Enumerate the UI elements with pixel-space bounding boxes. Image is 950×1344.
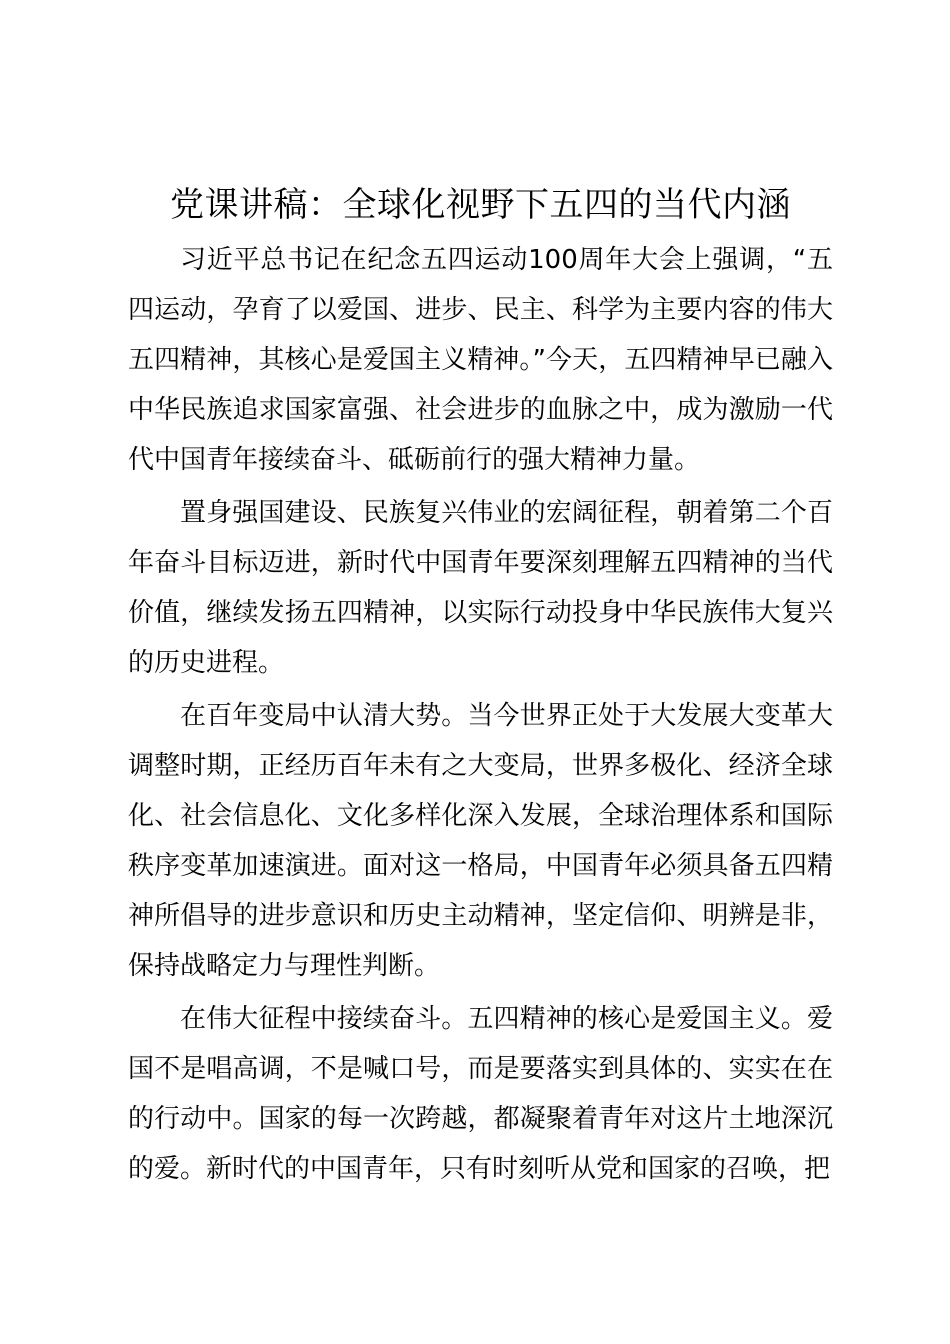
paragraph-1: 习近平总书记在纪念五四运动100周年大会上强调，“五四运动，孕育了以爱国、进步、民主、科学为主要内容的伟大五四精神，其核心是爱国主义精神。”今天，五四精神早已融入中华民族追求国家富强、社会进步的血脉之中，成为激励一代代中国青年接续奋斗、砥砺前行的强大精神力量。 <box>128 245 833 475</box>
paragraph-3: 在百年变局中认清大势。当今世界正处于大发展大变革大调整时期，正经历百年未有之大变局，世界多极化、经济全球化、社会信息化、文化多样化深入发展，全球治理体系和国际秩序变革加速演进。面对这一格局，中国青年必须具备五四精神所倡导的进步意识和历史主动精神，坚定信仰、明辨是非，保持战略定力与理性判断。 <box>128 701 833 981</box>
document-body <box>128 235 833 1197</box>
paragraph-4: 在伟大征程中接续奋斗。五四精神的核心是爱国主义。爱国不是唱高调，不是喊口号，而是要落实到具体的、实实在在的行动中。国家的每一次跨越，都凝聚着青年对这片土地深沉的爱。新时代的中国青年，只有时刻听从党和国家的召唤，把 <box>128 1004 833 1184</box>
paragraph-2: 置身强国建设、民族复兴伟业的宏阔征程，朝着第二个百年奋斗目标迈进，新时代中国青年要深刻理解五四精神的当代价值，继续发扬五四精神，以实际行动投身中华民族伟大复兴的历史进程。 <box>128 498 833 678</box>
document-title: 党课讲稿：全球化视野下五四的当代内涵 <box>170 185 791 225</box>
